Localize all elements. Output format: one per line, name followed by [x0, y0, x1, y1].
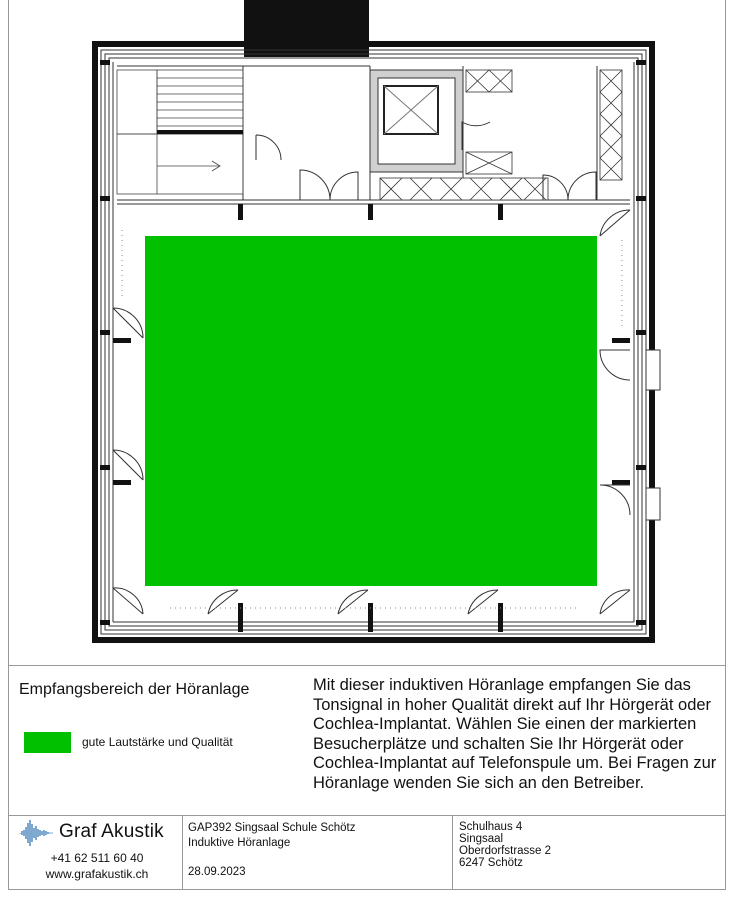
project-subtitle: Induktive Höranlage: [188, 837, 291, 849]
address-line-1: Schulhaus 4: [459, 821, 523, 833]
company-name: Graf Akustik: [59, 821, 164, 842]
project-title: GAP392 Singsaal Schule Schötz: [188, 822, 356, 834]
legend-item-label: gute Lautstärke und Qualität: [82, 735, 233, 749]
legend-swatch: [24, 732, 71, 753]
coverage-area: [145, 236, 597, 586]
footer-divider-1: [182, 815, 183, 890]
chimney-block: [244, 0, 369, 57]
address-line-3: Oberdorfstrasse 2: [459, 845, 552, 857]
address-line-2: Singsaal: [459, 833, 504, 845]
divider-top: [8, 665, 726, 666]
company-phone: +41 62 511 60 40: [50, 851, 144, 865]
description-text: Mit dieser induktiven Höranlage empfangen Sie das Tonsignal in hoher Qualität direkt auf Ihr Hörgerät oder Cochlea-Implantat. Wählen Sie einen der markierten Besucherplätze und schalten Sie Ihr Hörgerät oder Cochlea-Implantat auf Telefonspule um. Bei Fragen zur Höranlage wenden Sie sich an den Betreiber.: [313, 676, 717, 792]
divider-footer: [8, 815, 726, 816]
company-website[interactable]: www.grafakustik.ch: [45, 867, 149, 881]
lift-shaft: [370, 70, 463, 172]
footer-divider-2: [452, 815, 453, 890]
legend-title: Empfangsbereich der Höranlage: [19, 681, 250, 698]
handrail: [157, 130, 243, 134]
address-line-4: 6247 Schötz: [459, 857, 523, 869]
project-date: 28.09.2023: [188, 866, 246, 878]
soundwave-icon: [18, 818, 58, 848]
